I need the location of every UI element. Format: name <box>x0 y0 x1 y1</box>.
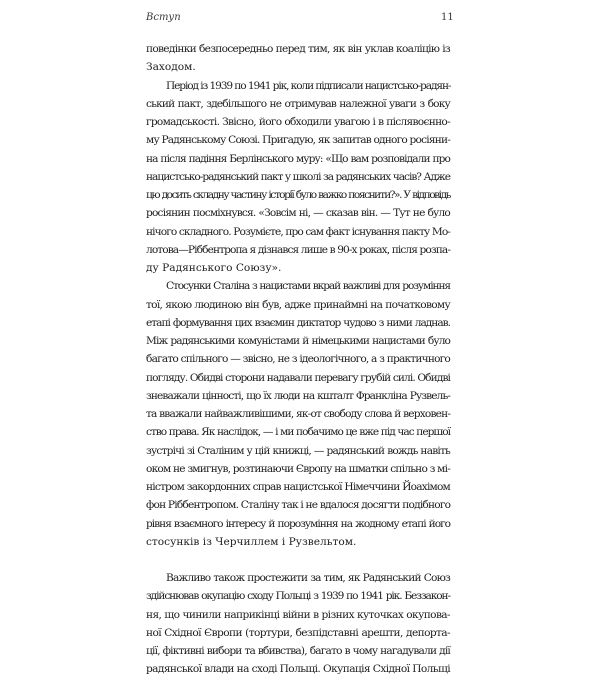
text-line: поведінки безпосередньо перед тим, як він уклав коаліцію із <box>146 43 450 55</box>
paragraph <box>146 77 450 278</box>
running-head: Вступ <box>146 12 181 23</box>
text-line: Між радянськими комуністами й німецькими нацистами було <box>146 335 450 347</box>
paragraph-gap <box>146 551 450 569</box>
page-number: 11 <box>441 12 454 23</box>
text-line: му Радянському Союзі. Пригадую, як запитав одного росіяни- <box>146 134 450 147</box>
text-line: фон Ріббентропом. Сталіну так і не вдалося досягти подібного <box>146 499 451 512</box>
text-line: цю досить складну частину історії було важко пояснити?». У відповідь <box>146 189 450 201</box>
body-text <box>146 40 450 679</box>
text-line: зустрічі зі Сталіним у цій книжці, — радянський вождь навіть <box>146 444 450 457</box>
text-line: зневажали цінності, що їх люди на кшталт Франкліна Рузвель- <box>146 389 450 402</box>
text-line: лотова—Ріббентропа я дізнався лише в 90-х роках, після розпа- <box>146 243 450 256</box>
text-line: Стосунки Сталіна з нацистами вкрай важливі для розуміння <box>166 280 450 293</box>
text-line: стосунків із Черчиллем і Рузвельтом. <box>146 535 357 548</box>
text-line: нічого складного. Розумієте, про сам факт існування пакту Мо- <box>146 225 450 238</box>
text-line: ністром закордонних справ нацистської Німеччини Йоахімом <box>146 481 450 493</box>
text-line: ної Східної Європи (тортури, безпідставні арешти, депорта- <box>146 626 450 639</box>
text-line: росіянин посміхнувся. «Зовсім ні, — сказав він. — Тут не було <box>146 207 450 220</box>
paragraph <box>146 277 450 551</box>
text-line: здійснював окупацію сходу Польщі з 1939 по 1941 рік. Беззакон- <box>146 590 450 603</box>
text-line: ня, що чинили наприкінці війни в різних куточках окупова- <box>146 608 450 621</box>
text-line: ство права. Як наслідок, — і ми побачимо це вже під час першої <box>146 426 450 439</box>
text-line: тої, якою людиною він був, адже принаймні на початковому <box>146 298 450 311</box>
text-line: громадськості. Звісно, його обходили увагою і в післявоєнно- <box>146 116 450 128</box>
text-line: ський пакт, здебільшого не отримував належної уваги з боку <box>146 97 450 110</box>
text-line: погляду. Обидві сторони надавали перевагу грубій силі. Обидві <box>146 371 450 384</box>
text-line: оком не змигнув, розтинаючи Європу на шматки спільно з мі- <box>146 462 450 475</box>
paragraph <box>146 40 450 77</box>
text-line: та вважали найважливішими, як-от свободу слова й верховен- <box>146 408 451 420</box>
text-line: багато спільного — звісно, не з ідеологічного, а з практичного <box>146 353 450 366</box>
text-line: на після падіння Берлінського муру: «Що вам розповідали про <box>146 152 450 165</box>
text-line: ду Радянського Союзу». <box>146 262 282 274</box>
paragraph <box>146 569 450 679</box>
text-line: етапі формування цих взаємин диктатор чудово з ними ладнав. <box>146 316 450 329</box>
text-line: рівня взаємного інтересу й порозуміння на жодному етапі його <box>146 517 450 530</box>
text-line: нацистсько-радянський пакт у школі за радянських часів? Адже <box>146 170 450 183</box>
text-line: ції, фіктивні вибори та вбивства), багато в чому нагадували дії <box>146 645 450 657</box>
text-line: радянської влади на сході Польщі. Окупація Східної Польщі <box>146 663 450 676</box>
text-line: Важливо також простежити за тим, як Радянський Союз <box>166 572 450 584</box>
text-line: Період із 1939 по 1941 рік, коли підписали нацистсько-радян- <box>166 79 451 92</box>
text-line: Заходом. <box>146 61 196 74</box>
